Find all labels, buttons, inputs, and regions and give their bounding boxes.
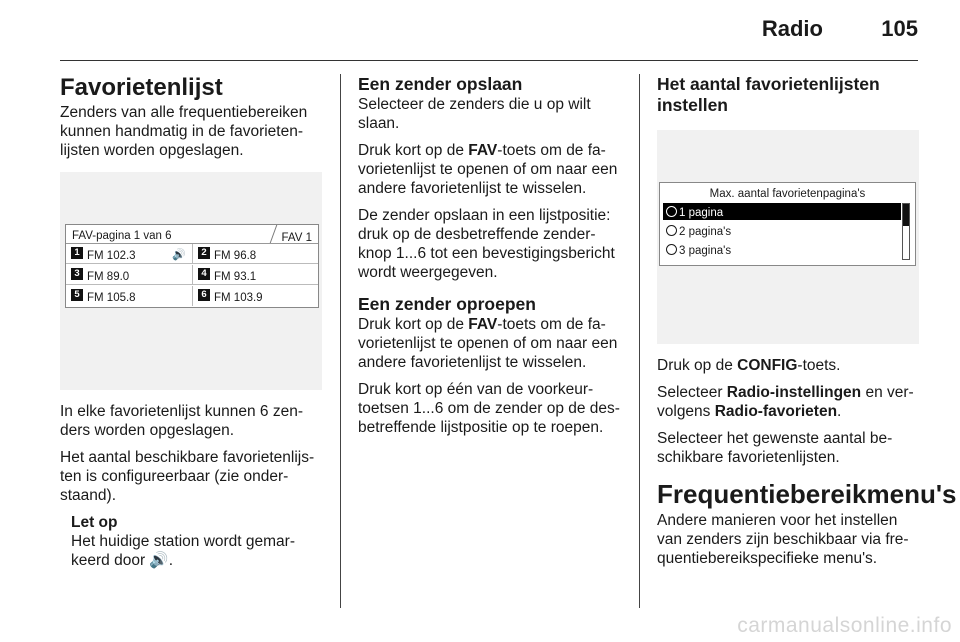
preset-frequency: FM 96.8 — [214, 250, 257, 262]
note-text: Het huidige station wordt gemarkeerd door — [71, 533, 296, 569]
preset-slot — [192, 286, 318, 306]
paragraph-six-stations: In elke favorietenlijst kunnen 6 zenders worden opgeslagen. — [60, 403, 303, 439]
column-divider — [340, 74, 341, 608]
speaker-icon: 🔊 — [172, 249, 186, 261]
recall-paragraph-2: Druk kort op één van de voorkeurtoetsen 1...6 om de zender op de desbetreffende lijstpositie op te roepen. — [358, 381, 620, 436]
header-rule — [60, 60, 918, 61]
column-divider — [639, 74, 640, 608]
radio-icon — [666, 206, 677, 217]
preset-frequency: FM 89.0 — [87, 271, 130, 283]
key-fav: FAV — [468, 316, 498, 333]
text-run: Selecteer — [657, 384, 727, 401]
save-paragraph-3: De zender opslaan in een lijstpositie: druk op de desbetreffende zenderknop 1...6 tot een bevestigingsbericht wordt weergegeven. — [358, 207, 615, 281]
text-run: Druk op de — [657, 357, 738, 374]
section-title: Radio — [761, 16, 823, 41]
note-block — [71, 513, 322, 570]
text-run: -toets om de favorietenlijst te openen of om naar een andere favorietenlijst te wisselen. — [358, 316, 618, 371]
intro-paragraph: Zenders van alle frequentiebereiken kunnen handmatig in de favorietenlijsten worden opgeslagen. — [60, 104, 308, 159]
preset-frequency: FM 105.8 — [87, 292, 136, 304]
favorites-display-figure — [60, 172, 322, 390]
key-fav: FAV — [468, 142, 498, 159]
menu-radio-favorieten: Radio-favorieten — [714, 403, 838, 420]
config-paragraph-3: Selecteer het gewenste aantal beschikbare favorietenlijsten. — [657, 430, 893, 466]
heading-aantal-favorietenlijsten: Het aantal favorietenlijsten instellen — [657, 74, 880, 115]
column-3 — [657, 74, 957, 576]
key-config: CONFIG — [737, 357, 798, 374]
paragraph-configurable: Het aantal beschikbare favorietenlijsten is configureerbaar (zie onderstaand). — [60, 449, 315, 504]
column-1 — [60, 74, 322, 570]
option-label: 2 pagina's — [679, 226, 732, 238]
preset-slot — [66, 244, 192, 264]
preset-slot — [66, 286, 192, 306]
favorites-page-title: FAV-pagina 1 van 6 — [72, 230, 172, 242]
watermark-text: carmanualsonline.info — [737, 614, 952, 637]
option-row — [663, 241, 901, 258]
heading-frequentiebereikmenus: Frequentiebereikmenu's — [657, 479, 957, 509]
favorites-tab: FAV 1 — [281, 232, 312, 244]
speaker-icon: 🔊 — [149, 552, 169, 569]
option-label: 1 pagina — [679, 207, 724, 219]
preset-frequency: FM 103.9 — [214, 292, 263, 304]
text-run: -toets. — [797, 357, 841, 374]
note-end: . — [168, 552, 174, 569]
frequency-paragraph: Andere manieren voor het instellen van zenders zijn beschikbaar via frequentiebereikspecifieke menu's. — [657, 512, 909, 567]
save-paragraph-2 — [358, 141, 620, 198]
option-row — [663, 222, 901, 239]
max-pages-title: Max. aantal favorietenpagina's — [709, 188, 866, 200]
config-paragraph-2 — [657, 383, 919, 421]
heading-zender-oproepen: Een zender oproepen — [358, 294, 536, 314]
favorites-titlebar — [66, 225, 318, 244]
text-run: en vervolgens — [657, 384, 914, 420]
preset-number-badge: 3 — [71, 268, 83, 280]
text-run: Druk kort op de — [358, 316, 469, 333]
preset-number-badge: 1 — [71, 247, 83, 259]
radio-icon — [666, 225, 677, 236]
max-pages-figure — [657, 130, 919, 344]
heading-zender-opslaan: Een zender opslaan — [358, 74, 523, 94]
preset-number-badge: 6 — [198, 289, 210, 301]
max-pages-screen — [659, 182, 916, 266]
running-head — [0, 16, 918, 46]
radio-icon — [666, 244, 677, 255]
preset-slot — [192, 244, 318, 264]
text-run: . — [837, 403, 842, 420]
recall-paragraph-1 — [358, 315, 620, 372]
favorites-screen — [65, 224, 319, 308]
preset-number-badge: 4 — [198, 268, 210, 280]
menu-radio-instellingen: Radio-instellingen — [726, 384, 862, 401]
scrollbar-thumb — [903, 204, 909, 226]
config-paragraph-1 — [657, 356, 919, 375]
option-label: 3 pagina's — [679, 245, 732, 257]
preset-grid — [66, 244, 318, 306]
preset-slot — [66, 265, 192, 285]
text-run: -toets om de favorietenlijst te openen of om naar een andere favorietenlijst te wisselen. — [358, 142, 618, 197]
page-number: 105 — [881, 16, 918, 41]
preset-number-badge: 2 — [198, 247, 210, 259]
option-row — [663, 203, 901, 220]
heading-favorietenlijst: Favorietenlijst — [60, 74, 223, 101]
preset-frequency: FM 93.1 — [214, 271, 257, 283]
column-2 — [358, 74, 620, 445]
save-paragraph-1: Selecteer de zenders die u op wilt slaan. — [358, 96, 591, 132]
scrollbar — [902, 203, 910, 260]
preset-number-badge: 5 — [71, 289, 83, 301]
preset-frequency: FM 102.3 — [87, 250, 136, 262]
text-run: Druk kort op de — [358, 142, 469, 159]
note-label: Let op — [71, 514, 118, 531]
preset-slot — [192, 265, 318, 285]
tab-divider — [270, 225, 278, 243]
